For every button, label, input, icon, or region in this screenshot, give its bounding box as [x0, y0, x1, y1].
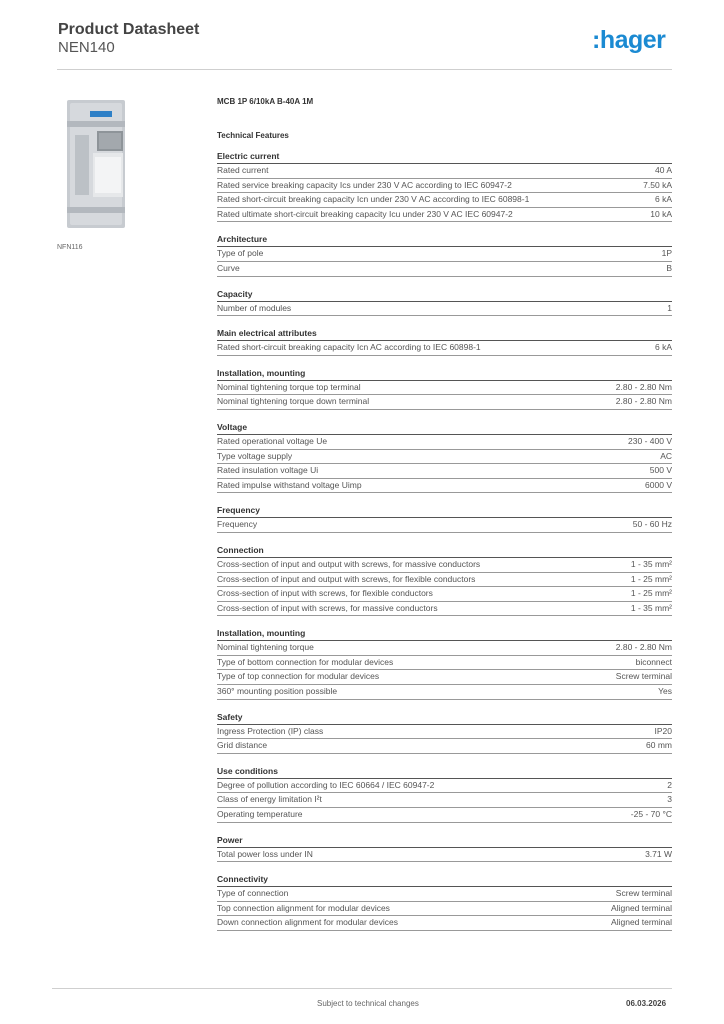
- section-title: Architecture: [217, 233, 672, 247]
- spec-value: 2.80 - 2.80 Nm: [615, 381, 672, 392]
- spec-value: 60 mm: [646, 740, 672, 751]
- technical-features-heading: Technical Features: [217, 131, 289, 140]
- spec-value: Aligned terminal: [611, 917, 672, 928]
- spec-row: [217, 179, 672, 194]
- spec-row: [217, 341, 672, 356]
- product-name: MCB 1P 6/10kA B-40A 1M: [217, 97, 314, 106]
- spec-value: Yes: [658, 686, 672, 697]
- spec-label: Total power loss under IN: [217, 848, 313, 859]
- spec-label: Cross-section of input and output with screws, for flexible conductors: [217, 573, 476, 584]
- spec-value: 40 A: [654, 165, 672, 175]
- spec-row: [217, 193, 672, 208]
- spec-value: 2: [667, 779, 672, 790]
- section-title: Power: [217, 834, 672, 848]
- spec-value: 1 - 25 mm²: [630, 588, 672, 599]
- spec-section: [217, 421, 672, 493]
- spec-row: [217, 808, 672, 823]
- spec-label: Type of pole: [217, 248, 264, 259]
- spec-section: [217, 288, 672, 317]
- spec-label: Frequency: [217, 519, 258, 530]
- spec-label: Rated current: [217, 165, 269, 175]
- section-title: Voltage: [217, 421, 672, 435]
- brand-logo-text: hager: [599, 26, 666, 54]
- spec-section: [217, 233, 672, 276]
- spec-row: [217, 725, 672, 740]
- spec-row: [217, 641, 672, 656]
- spec-value: B: [666, 262, 672, 273]
- spec-row: [217, 247, 672, 262]
- spec-label: Cross-section of input with screws, for flexible conductors: [217, 588, 433, 599]
- spec-label: Rated ultimate short-circuit breaking capacity Icu under 230 V AC IEC 60947-2: [217, 208, 513, 219]
- spec-section: [217, 711, 672, 754]
- spec-label: Nominal tightening torque top terminal: [217, 381, 361, 392]
- spec-label: Rated impulse withstand voltage Uimp: [217, 479, 362, 490]
- spec-row: [217, 381, 672, 396]
- spec-label: Cross-section of input and output with screws, for massive conductors: [217, 558, 481, 569]
- spec-value: 2.80 - 2.80 Nm: [615, 642, 672, 653]
- spec-value: AC: [660, 450, 672, 461]
- spec-row: [217, 435, 672, 450]
- spec-value: 50 - 60 Hz: [632, 519, 672, 530]
- spec-value: 6 kA: [654, 194, 672, 205]
- spec-row: [217, 887, 672, 902]
- section-title: Installation, mounting: [217, 367, 672, 381]
- spec-row: [217, 573, 672, 588]
- spec-row: [217, 670, 672, 685]
- spec-row: [217, 916, 672, 931]
- spec-label: Class of energy limitation I²t: [217, 794, 322, 805]
- spec-value: 1 - 35 mm²: [630, 602, 672, 613]
- spec-row: [217, 739, 672, 754]
- image-caption: NFN116: [57, 244, 83, 251]
- spec-label: Operating temperature: [217, 809, 303, 820]
- spec-label: Rated operational voltage Ue: [217, 435, 328, 446]
- spec-label: Top connection alignment for modular devices: [217, 902, 390, 913]
- spec-value: 1: [667, 302, 672, 313]
- spec-value: -25 - 70 °C: [630, 809, 672, 820]
- spec-value: 3.71 W: [645, 848, 672, 859]
- spec-value: Screw terminal: [615, 888, 672, 899]
- spec-value: 10 kA: [650, 208, 672, 219]
- spec-label: Rated short-circuit breaking capacity Icn under 230 V AC according to IEC 60898-1: [217, 194, 530, 205]
- spec-label: Rated insulation voltage Ui: [217, 465, 319, 476]
- spec-value: 3: [667, 794, 672, 805]
- spec-label: Cross-section of input with screws, for massive conductors: [217, 602, 438, 613]
- spec-label: Type of connection: [217, 888, 289, 899]
- spec-label: Rated service breaking capacity Ics under 230 V AC according to IEC 60947-2: [217, 179, 512, 190]
- footer-note: Subject to technical changes: [317, 999, 419, 1008]
- spec-table: [217, 150, 672, 942]
- spec-label: Curve: [217, 262, 240, 273]
- section-title: Main electrical attributes: [217, 327, 672, 341]
- spec-row: [217, 656, 672, 671]
- spec-label: Degree of pollution according to IEC 60664 / IEC 60947-2: [217, 779, 435, 790]
- spec-row: [217, 602, 672, 617]
- spec-row: [217, 779, 672, 794]
- spec-row: [217, 685, 672, 700]
- spec-label: Grid distance: [217, 740, 268, 751]
- product-image: [57, 95, 201, 237]
- spec-value: 2.80 - 2.80 Nm: [615, 396, 672, 407]
- spec-label: 360° mounting position possible: [217, 686, 338, 697]
- spec-row: [217, 587, 672, 602]
- section-title: Capacity: [217, 288, 672, 302]
- spec-row: [217, 450, 672, 465]
- footer-date: 06.03.2026: [626, 999, 667, 1008]
- spec-row: [217, 479, 672, 494]
- spec-row: [217, 395, 672, 410]
- spec-label: Rated short-circuit breaking capacity Icn AC according to IEC 60898-1: [217, 342, 481, 353]
- spec-value: 7.50 kA: [643, 179, 672, 190]
- spec-value: 500 V: [649, 465, 672, 476]
- spec-value: 1P: [661, 248, 672, 259]
- brand-logo: :hager: [592, 26, 666, 54]
- section-title: Use conditions: [217, 765, 672, 779]
- spec-label: Nominal tightening torque down terminal: [217, 396, 370, 407]
- spec-value: 1 - 25 mm²: [630, 573, 672, 584]
- spec-label: Down connection alignment for modular devices: [217, 917, 398, 928]
- product-code: NEN140: [58, 39, 115, 56]
- section-title: Safety: [217, 711, 672, 725]
- spec-row: [217, 558, 672, 573]
- spec-row: [217, 902, 672, 917]
- section-title: Connection: [217, 544, 672, 558]
- section-title: Connectivity: [217, 873, 672, 887]
- spec-value: Screw terminal: [615, 671, 672, 682]
- section-title: Installation, mounting: [217, 627, 672, 641]
- spec-row: [217, 262, 672, 277]
- spec-section: [217, 627, 672, 699]
- spec-section: [217, 834, 672, 863]
- spec-value: 230 - 400 V: [628, 435, 672, 446]
- spec-section: [217, 504, 672, 533]
- spec-value: 1 - 35 mm²: [630, 558, 672, 569]
- spec-row: [217, 518, 672, 533]
- spec-section: [217, 765, 672, 823]
- spec-row: [217, 164, 672, 179]
- spec-section: [217, 367, 672, 410]
- spec-section: [217, 327, 672, 356]
- header-divider: [57, 69, 672, 70]
- spec-row: [217, 302, 672, 317]
- spec-label: Type of bottom connection for modular devices: [217, 656, 394, 667]
- section-title: Frequency: [217, 504, 672, 518]
- spec-value: Aligned terminal: [611, 902, 672, 913]
- section-title: Electric current: [217, 150, 672, 164]
- spec-label: Number of modules: [217, 302, 292, 313]
- spec-label: Nominal tightening torque: [217, 642, 314, 653]
- spec-row: [217, 464, 672, 479]
- spec-section: [217, 873, 672, 931]
- spec-value: 6 kA: [654, 342, 672, 353]
- spec-row: [217, 848, 672, 863]
- spec-label: Type of top connection for modular devices: [217, 671, 380, 682]
- spec-value: 6000 V: [645, 479, 672, 490]
- spec-section: [217, 150, 672, 222]
- spec-section: [217, 544, 672, 616]
- spec-label: Ingress Protection (IP) class: [217, 725, 324, 736]
- spec-label: Type voltage supply: [217, 450, 293, 461]
- page-title: Product Datasheet: [58, 21, 200, 38]
- spec-value: IP20: [654, 725, 672, 736]
- spec-value: biconnect: [635, 656, 672, 667]
- spec-row: [217, 793, 672, 808]
- footer-divider: [52, 988, 672, 989]
- spec-row: [217, 208, 672, 223]
